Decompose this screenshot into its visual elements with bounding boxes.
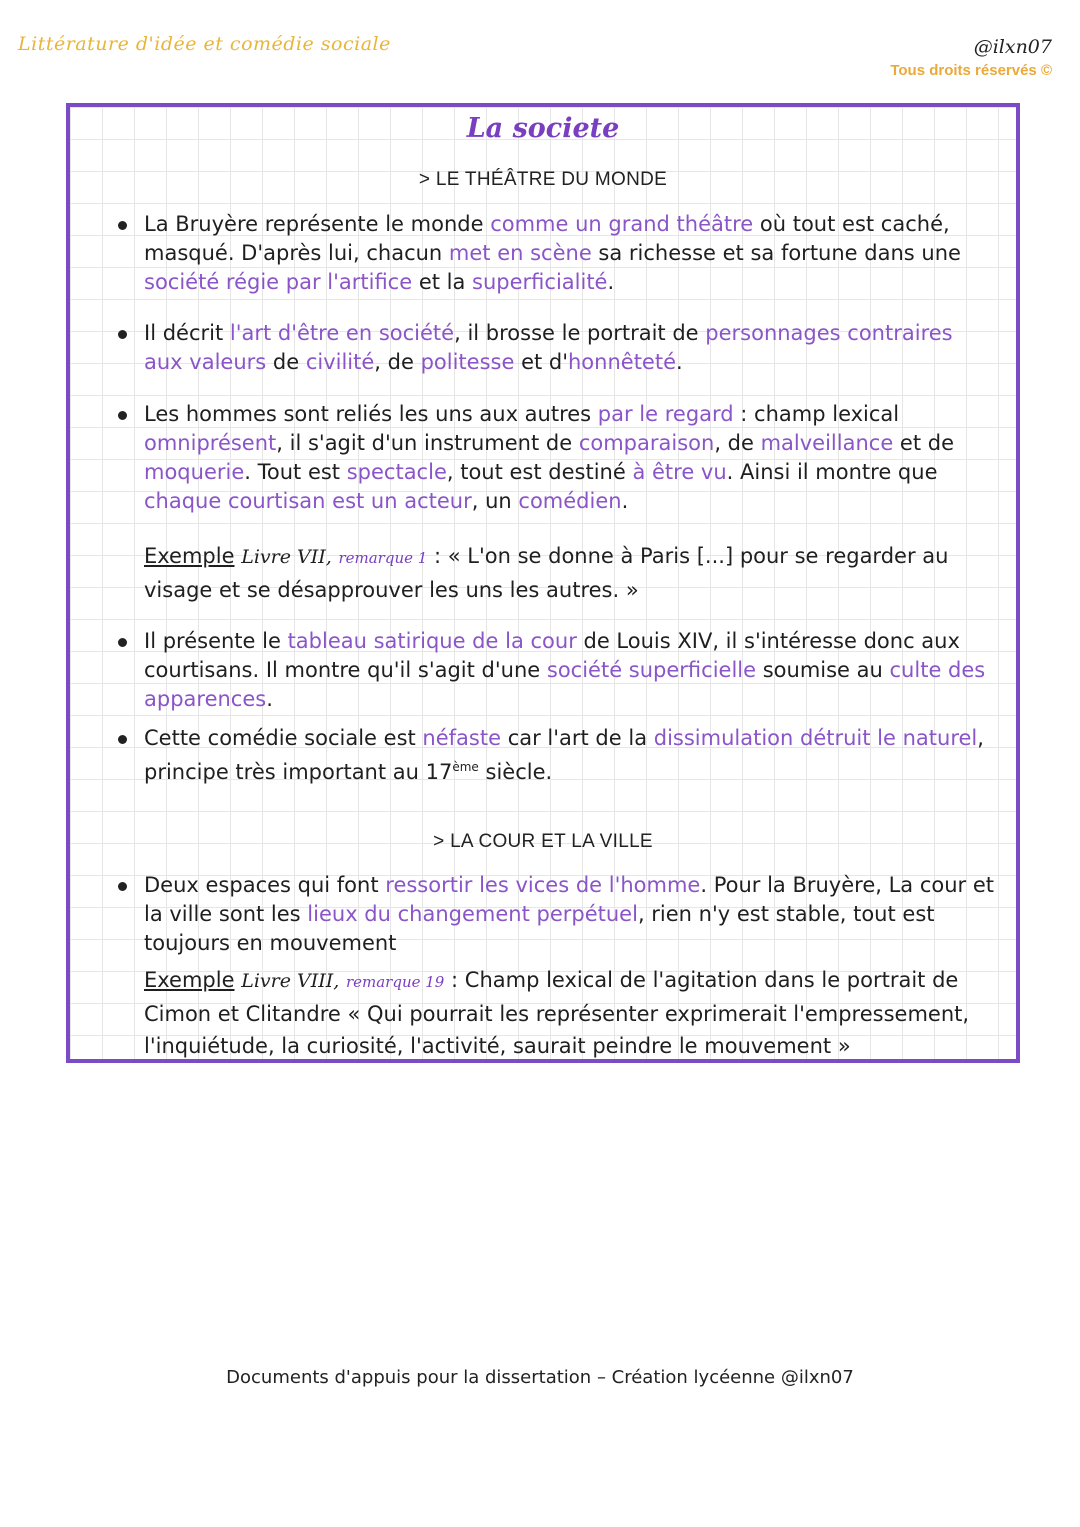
example-livre-vii: Exemple Livre VII, remarque 1 : « L'on se donne à Paris [...] pour se regarder au visage et se désapprouver les uns les autres. » bbox=[144, 544, 949, 602]
section-heading-theatre: > LE THÉÂTRE DU MONDE bbox=[418, 169, 668, 190]
section-heading-cour-ville: > LA COUR ET LA VILLE bbox=[433, 831, 653, 852]
bullet-tableau-cour: Il présente le tableau satirique de la cour de Louis XIV, il s'intéresse donc aux courtisans. Il montre qu'il s'agit d'une société superficielle soumise au culte des apparences. bbox=[144, 627, 994, 714]
bullet-regard: Les hommes sont reliés les uns aux autres par le regard : champ lexical omniprésent, il s'agit d'un instrument de comparaison, de malveillance et de moquerie. Tout est spectacle, tout est destiné à être vu. Ainsi il montre que chaque courtisan est un acteur, un comédien. bbox=[144, 400, 994, 516]
document-subject: Littérature d'idée et comédie sociale bbox=[18, 33, 391, 55]
bullet-espaces: Deux espaces qui font ressortir les vices de l'homme. Pour la Bruyère, La cour et la ville sont les lieux du changement perpétuel, rien n'y est stable, tout est toujours en mouvement bbox=[144, 871, 994, 958]
author-handle: @ilxn07 bbox=[973, 36, 1052, 58]
example-livre-viii: Exemple Livre VIII, remarque 19 : Champ lexical de l'agitation dans le portrait de Cimon et Clitandre « Qui pourrait les représenter exprimerait l'empressement, l'inquiétude, la curiosité, l'activité, saurait peindre le mouvement » bbox=[144, 968, 970, 1058]
bullet-theatre: La Bruyère représente le monde comme un grand théâtre où tout est caché, masqué. D'après lui, chacun met en scène sa richesse et sa fortune dans une société régie par l'artifice et la superficialité. bbox=[144, 210, 994, 297]
card-title: La societe bbox=[466, 113, 620, 144]
rights-notice: Tous droits réservés © bbox=[890, 62, 1052, 79]
page-footer: Documents d'appuis pour la dissertation – Création lycéenne @ilxn07 bbox=[226, 1367, 854, 1388]
bullet-art-societe: Il décrit l'art d'être en société, il brosse le portrait de personnages contraires aux valeurs de civilité, de politesse et d'honnêteté. bbox=[144, 319, 994, 377]
header-credits bbox=[890, 36, 1052, 79]
notes-card bbox=[66, 103, 1020, 1063]
bullet-comedie-nefaste: Cette comédie sociale est néfaste car l'art de la dissimulation détruit le naturel, principe très important au 17ème siècle. bbox=[144, 724, 994, 787]
